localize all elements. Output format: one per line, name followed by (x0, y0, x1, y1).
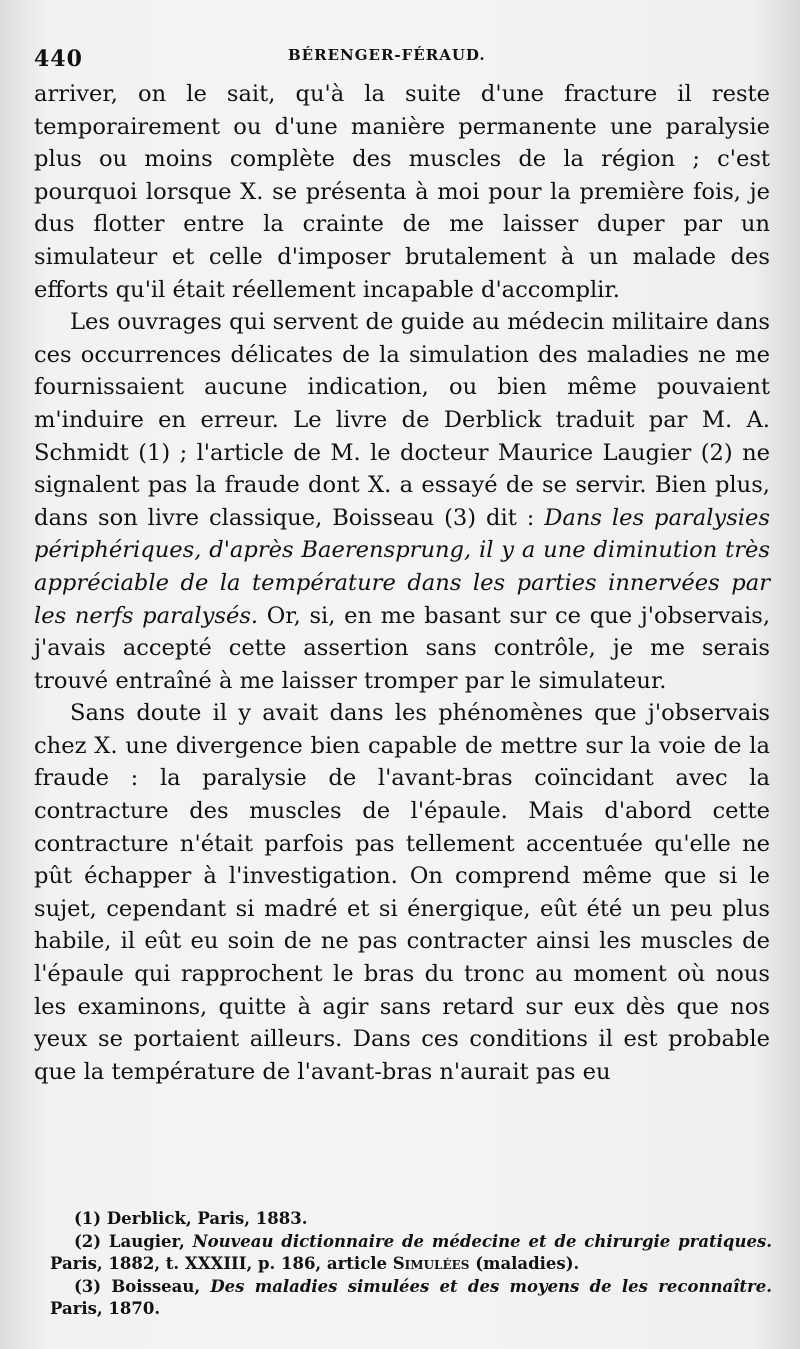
footnotes (50, 1208, 772, 1321)
footnote-text: Paris, 1870. (50, 1299, 161, 1318)
footnote-article: Simulées (392, 1254, 470, 1273)
body-text (34, 78, 770, 1088)
paragraph-text: Les ouvrages qui servent de guide au médecin militaire dans ces occurrences délicates de la simulation des maladies ne me fournissaient aucune indication, ou bien même pouvaient m'induire en erreur. Le livre de Derblick traduit par M. A. Schmidt (1) ; l'article de M. le docteur Maurice Laugier (2) ne signalent pas la fraude dont X. a essayé de se servir. Bien plus, dans son livre classique, Boisseau (3) dit : (34, 309, 770, 531)
footnote (50, 1276, 772, 1321)
footnote-author: (3) Boisseau, (74, 1276, 201, 1296)
footnote-title: Nouveau dictionnaire de médecine et de chirurgie pratiques. (192, 1231, 772, 1251)
footnote-title: Des maladies simulées et des moyens de les reconnaître. (210, 1276, 772, 1296)
paragraph: arriver, on le sait, qu'à la suite d'une fracture il reste temporairement ou d'une manière permanente une paralysie plus ou moins complète des muscles de la région ; c'est pourquoi lorsque X. se présenta à moi pour la première fois, je dus flotter entre la crainte de me laisser duper par un simulateur et celle d'imposer brutalement à un malade des efforts qu'il était réellement incapable d'accomplir. (34, 81, 770, 303)
footnote-text: Paris, 1882, t. XXXIII, p. 186, article (50, 1254, 388, 1273)
footnote: (1) Derblick, Paris, 1883. (74, 1209, 308, 1228)
quoted-text: Dans les paralysies périphériques, d'après Baerensprung, il y a une diminution très appréciable de la température dans les parties innervées par les nerfs paralysés. (34, 504, 770, 629)
paragraph (34, 306, 770, 697)
paragraph: Sans doute il y avait dans les phénomènes que j'observais chez X. une divergence bien capable de mettre sur la voie de la fraude : la paralysie de l'avant-bras coïncidant avec la contracture des muscles de l'épaule. Mais d'abord cette contracture n'était parfois pas tellement accentuée qu'elle ne pût échapper à l'investigation. On comprend même que si le sujet, cependant si madré et si énergique, eût été un peu plus habile, il eût eu soin de ne pas contracter ainsi les muscles de l'épaule qui rapprochent le bras du tronc au moment où nous les examinons, quitte à agir sans retard sur eux dès que nos yeux se portaient ailleurs. Dans ces conditions il est probable que la température de l'avant-bras n'aurait pas eu (34, 700, 770, 1085)
footnote-author: (2) Laugier, (74, 1231, 185, 1251)
running-head: BÉRENGER-FÉRAUD. (288, 46, 486, 64)
page-header (34, 38, 770, 78)
footnote (50, 1231, 772, 1276)
footnote-text: (maladies). (475, 1254, 580, 1273)
paragraph-text: Or, si, en me basant sur ce que j'observais, j'avais accepté cette assertion sans contrôle, je me serais trouvé entraîné à me laisser tromper par le simulateur. (34, 602, 771, 694)
page-number: 440 (34, 46, 83, 72)
